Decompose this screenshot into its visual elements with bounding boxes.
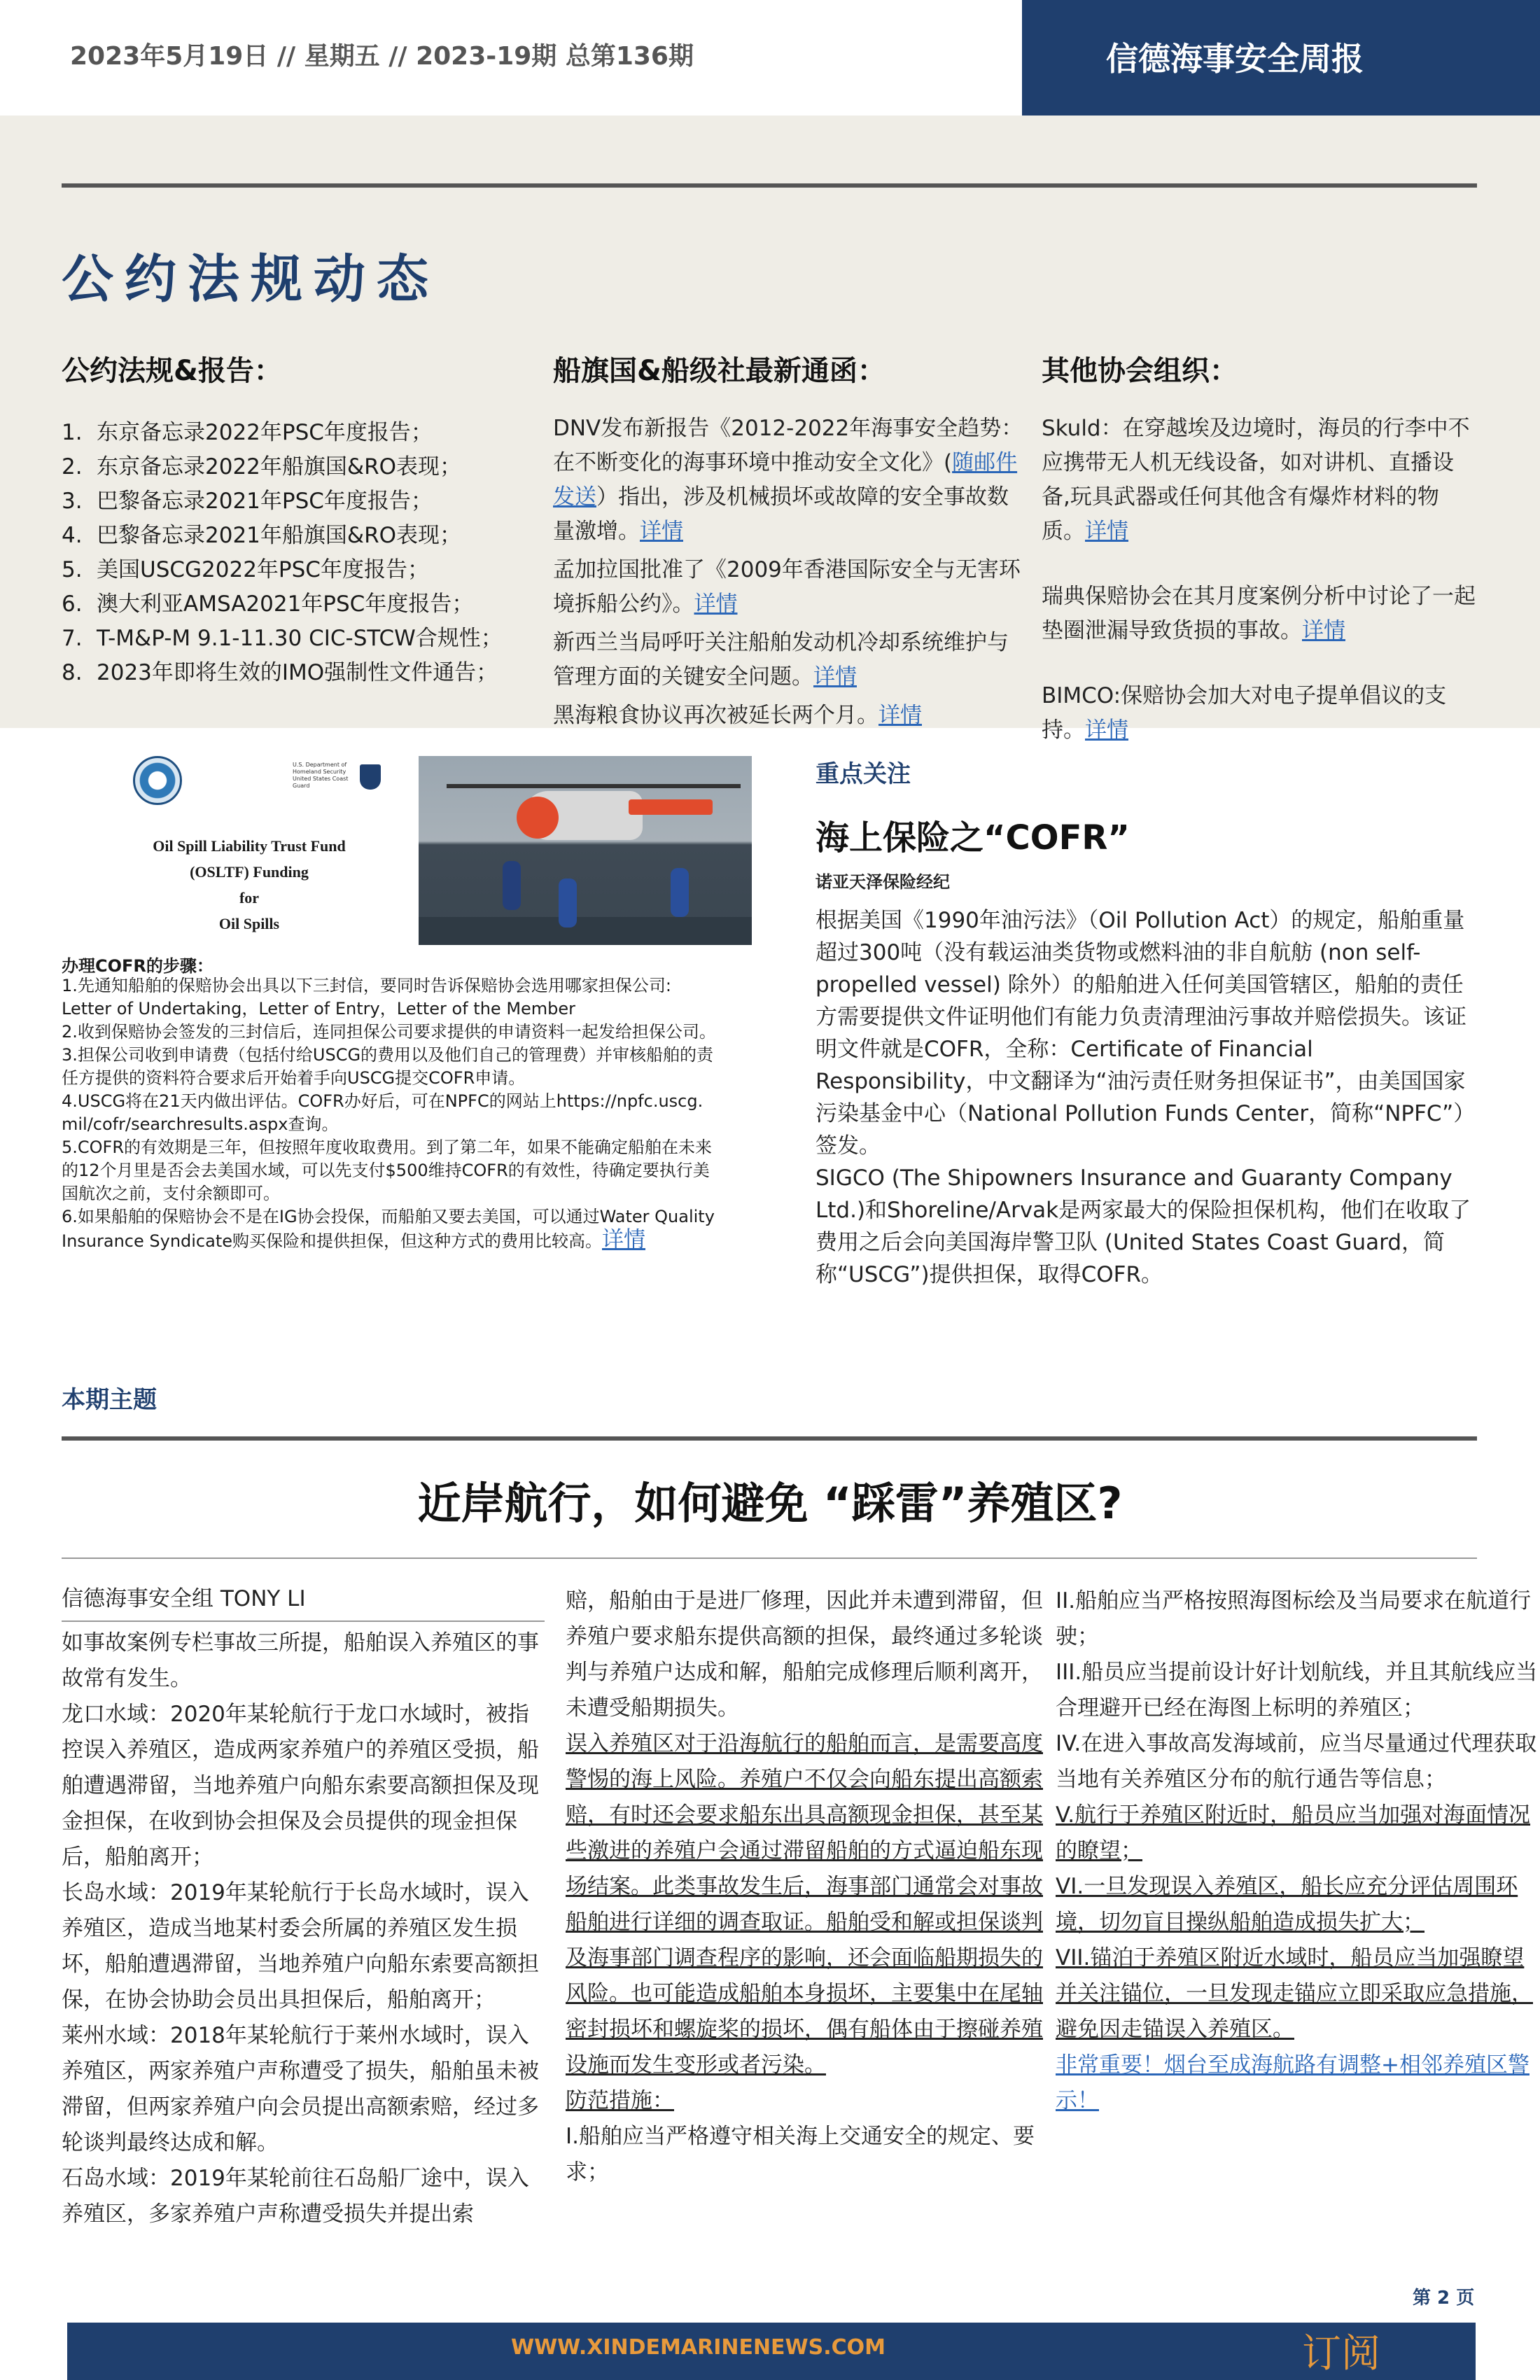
col3-news [1042,412,1476,748]
list-item[interactable]: 7. T-M&P-M 9.1-11.30 CIC-STCW合规性； [62,626,503,651]
helicopter-photo [419,756,752,945]
article-col1: 如事故案例专栏事故三所提，船舶误入养殖区的事故常有发生。 龙口水域：2020年某轮航行于龙口水域时，被指控误入养殖区，造成两家养殖户的养殖区受损，船舶遭遇滞留，当地养殖户向船东索要高额担保及现金担保，在收到协会担保及会员提供的现金担保后，船舶离开； 长岛水域：2019年某轮航行于长岛水域时，误入养殖区，造成当地某村委会所属的养殖区发生损坏，船舶遭遇滞留，当地养殖户向船东索要高额担保，在协会协助会员出具担保后，船舶离开； 莱州水域：2018年某轮航行于莱州水域时，误入养殖区，两家养殖户声称遭受了损失，船舶虽未被滞留，但两家养殖户向会员提出高额索赔，经过多轮谈判最终达成和解。 石岛水域：2019年某轮前往石岛船厂途中，误入养殖区，多家养殖户声称遭受损失并提出索 [62,1630,539,2227]
osltf-title: Oil Spill Liability Trust Fund (OSLTF) Funding for Oil Spills [153,837,346,932]
topic-label: 本期主题 [62,1386,157,1414]
list-item[interactable]: 4. 巴黎备忘录2021年船旗国&RO表现； [62,523,462,548]
detail-link[interactable]: 详情 [813,664,857,690]
regulation-list [62,416,545,690]
page-number: 第 2 页 [1413,2288,1475,2309]
cofr-steps-title: 办理COFR的步骤： [62,956,214,976]
detail-link[interactable]: 详情 [694,592,738,617]
uscg-logo: U.S. Department of Homeland Security United States Coast Guard [293,762,377,797]
article-col3: II.船舶应当严格按照海图标绘及当局要求在航道行驶； III.船员应当提前设计好计划航线，并且其航线应当合理避开已经在海图上标明的养殖区； IV.在进入事故高发海域前，应当尽量通过代理获取当地有关养殖区分布的航行通告等信息； V.航行于养殖区附近时，船员应当加强对海面情况的瞭望； VI.一旦发现误入养殖区，船长应充分评估周围环境，切勿盲目操纵船舶造成损失扩大； VII.锚泊于养殖区附近水域时，船员应当加强瞭望并关注锚位，一旦发现走锚应立即采取应急措施，避免因走锚误入养殖区。 非常重要！烟台至成海航路有调整+相邻养殖区警示！ [1056,1583,1539,2119]
col1-heading: 公约法规&报告： [62,355,282,387]
detail-link[interactable]: 详情 [640,519,683,544]
col3-heading: 其他协会组织： [1042,355,1238,387]
news-item: 黑海粮食协议再次被延长两个月。详情 [553,703,922,728]
divider [62,183,1477,188]
article-author: 信德海事安全组 TONY LI [62,1586,306,1611]
cofr-steps: 1.先通知船舶的保赔协会出具以下三封信，要同时告诉保赔协会选用哪家担保公司: Letter of Undertaking，Letter of Entry，Letter of the Member 2.收到保赔协会签发的三封信后，连同担保公司要求提供的申请资料一起发给担保公司。 3.担保公司收到申请费（包括付给USCG的费用以及他们自己的管理费）并审核船舶的责 任方提供的资料符合要求后开始着手向USCG提交COFR申请。 4.USCG将在21天内做出评估。COFR办好后，可在NPFC的网站上https://npfc.uscg. mil/cofr/searchresults.aspx查询。 5.COFR的有效期是三年，但按照年度收取费用。到了第二年，如果不能确定船舶在未来 的12个月里是否会去美国水域，可以先支付$500维持COFR的有效性，待确定要执行美 国航次之前，支付余额即可。 6.如果船舶的保赔协会不是在IG协会投保，而船舶又要去美国，可以通过Water Quality Insurance Syndicate购买保险和提供担保，但这种方式的费用比较高。详情 [62,976,716,1252]
issue-date: 2023年5月19日 // 星期五 // 2023-19期 总第136期 [70,42,694,71]
news-item: BIMCO:保赔协会加大对电子提单倡议的支持。详情 [1042,683,1447,743]
article-title: 近岸航行，如何避免 “踩雷”养殖区? [417,1478,1123,1529]
cofr-byline: 诺亚天泽保险经纪 [816,872,950,892]
detail-link[interactable]: 详情 [602,1227,646,1252]
website-link[interactable]: WWW.XINDEMARINENEWS.COM [511,2335,886,2360]
detail-link[interactable]: 详情 [1085,519,1128,544]
detail-link[interactable]: 详情 [1085,718,1128,743]
cofr-body: 根据美国《1990年油污法》（Oil Pollution Act）的规定，船舶重量超过300吨（没有载运油类货物或燃料油的非自航舫 (non self-propelled vessel) 除外）的船舶进入任何美国管辖区，船舶的责任方需要提供文件证明他们有能力负责清理油污事故并赔偿损失。该证明文件就是COFR，全称：Certificate of Financial Responsibility，中文翻译为“油污责任财务担保证书”，由美国国家污染基金中心（National Pollution Funds Center，简称“NPFC”）签发。 SIGCO (The Shipowners Insurance and Guaranty Company Ltd.)和Shoreline/Arvak是两家最大的保险担保机构，他们在收取了费用之后会向美国海岸警卫队 (United States Coast Guard，简称“USCG”)提供担保，取得COFR。 [816,908,1476,1287]
npfc-seal-logo [133,756,182,805]
news-item: 孟加拉国批准了《2009年香港国际安全与无害环境拆船公约》。详情 [553,557,1021,617]
list-item[interactable]: 8. 2023年即将生效的IMO强制性文件通告； [62,660,498,685]
brand-title[interactable]: 信德海事安全周报 [1106,40,1364,78]
detail-link[interactable]: 详情 [878,703,922,728]
list-item[interactable]: 2. 东京备忘录2022年船旗国&RO表现； [62,454,462,479]
news-item: DNV发布新报告《2012-2022年海事安全趋势：在不断变化的海事环境中推动安全文化》(随邮件发送）指出，涉及机械损坏或故障的安全事故数量激增。详情 [553,416,1023,544]
col2-heading: 船旗国&船级社最新通函： [553,355,886,387]
divider [62,1558,1477,1559]
news-item: Skuld：在穿越埃及边境时，海员的行李中不应携带无人机无线设备，如对讲机、直播设备,玩具武器或任何其他含有爆炸材料的物质。详情 [1042,416,1470,544]
focus-label: 重点关注 [816,760,911,788]
cofr-title: 海上保险之“COFR” [816,818,1130,858]
divider [62,1436,1477,1441]
section-title: 公约法规动态 [62,249,440,309]
list-item[interactable]: 6. 澳大利亚AMSA2021年PSC年度报告； [62,592,474,617]
col2-news [553,412,1029,733]
list-item[interactable]: 3. 巴黎备忘录2021年PSC年度报告； [62,489,433,514]
news-item: 新西兰当局呼吁关注船舶发动机冷却系统维护与管理方面的关键安全问题。详情 [553,630,1009,690]
detail-link[interactable]: 详情 [1302,618,1345,643]
related-article-link[interactable]: 非常重要！烟台至成海航路有调整+相邻养殖区警示！ [1056,2052,1530,2113]
list-item[interactable]: 1. 东京备忘录2022年PSC年度报告； [62,420,433,445]
shield-icon [360,764,381,790]
divider [62,1620,545,1622]
article-col2: 赔，船舶由于是进厂修理，因此并未遭到滞留，但养殖户要求船东提供高额的担保，最终通过多轮谈判与养殖户达成和解，船舶完成修理后顺利离开，未遭受船期损失。 误入养殖区对于沿海航行的船舶而言，是需要高度警惕的海上风险。养殖户不仅会向船东提出高额索赔，有时还会要求船东出具高额现金担保，甚至某些激进的养殖户会通过滞留船舶的方式逼迫船东现场结案。此类事故发生后，海事部门通常会对事故船舶进行详细的调查取证。船舶受和解或担保谈判及海事部门调查程序的影响，还会面临船期损失的风险。也可能造成船舶本身损坏，主要集中在尾轴密封损坏和螺旋桨的损坏，偶有船体由于擦碰养殖设施而发生变形或者污染。 防范措施： I.船舶应当严格遵守相关海上交通安全的规定、要求； [566,1588,1043,2185]
news-item: 瑞典保赔协会在其月度案例分析中讨论了一起垫圈泄漏导致货损的事故。详情 [1042,584,1476,643]
subscribe-link[interactable]: 订阅 [1302,2331,1380,2376]
email-link[interactable]: 随邮件发送 [553,450,1018,510]
list-item[interactable]: 5. 美国USCG2022年PSC年度报告； [62,557,429,582]
